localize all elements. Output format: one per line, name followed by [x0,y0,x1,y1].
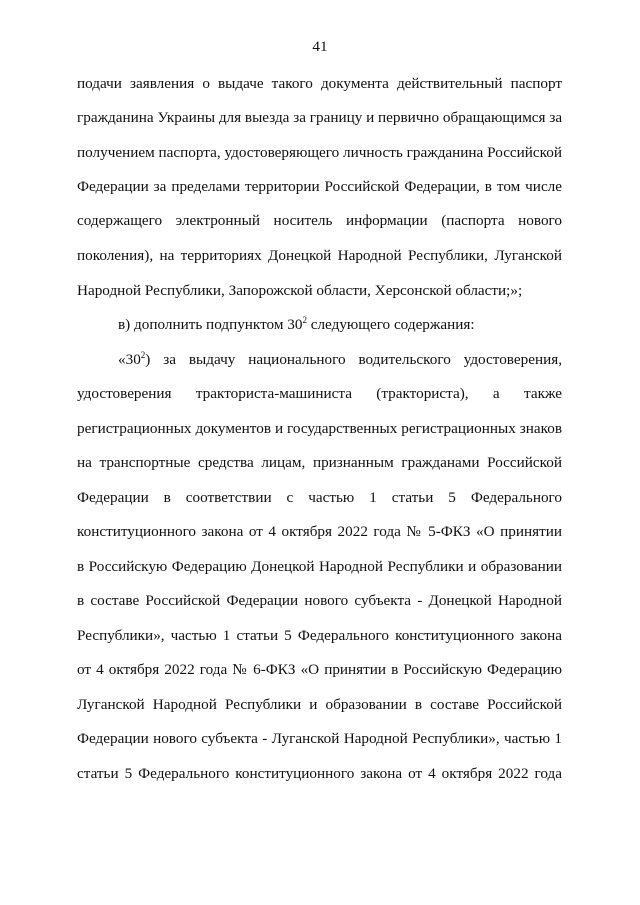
text-line: в Российскую Федерацию Донецкой Народной Республики и образовании [77,558,562,575]
text-fragment: «30 [118,351,141,368]
text-line: на транспортные средства лицам, признанным гражданами Российской [77,454,562,471]
text-line [118,350,562,370]
text-line: Федерации в соответствии с частью 1 статьи 5 Федерального [77,489,562,506]
text-fragment: в) дополнить подпунктом 30 [118,316,303,333]
text-line: подачи заявления о выдаче такого документа действительный паспорт [77,75,562,92]
text-line: удостоверения тракториста-машиниста (тракториста), а также [77,385,562,402]
text-line: регистрационных документов и государственных регистрационных знаков [77,420,562,437]
text-line: конституционного закона от 4 октября 2022 года № 5-ФКЗ «О принятии [77,523,562,540]
text-line: от 4 октября 2022 года № 6-ФКЗ «О принятии в Российскую Федерацию [77,661,562,678]
text-line: гражданина Украины для выезда за границу и первично обращающимся за [77,109,563,126]
text-line: поколения), на территориях Донецкой Народной Республики, Луганской [77,247,562,264]
text-line [118,315,562,335]
text-line: Республики», частью 1 статьи 5 Федерального конституционного закона [77,627,562,644]
superscript: 2 [302,314,307,325]
text-fragment: ) за выдачу национального водительского удостоверения, [145,351,562,368]
page-number: 41 [312,38,328,55]
text-fragment: следующего содержания: [306,316,475,333]
text-line: Федерации за пределами территории Российской Федерации, в том числе [77,178,562,195]
text-line: содержащего электронный носитель информации (паспорта нового [77,212,562,229]
text-line: Федерации нового субъекта - Луганской Народной Республики», частью 1 [77,730,562,747]
text-line: в составе Российской Федерации нового субъекта - Донецкой Народной [77,592,562,609]
text-line: Народной Республики, Запорожской области, Херсонской области;»; [77,282,523,299]
superscript: 2 [140,349,146,360]
text-line: Луганской Народной Республики и образовании в составе Российской [77,696,562,713]
text-line: получением паспорта, удостоверяющего личность гражданина Российской [77,144,562,161]
text-line: статьи 5 Федерального конституционного закона от 4 октября 2022 года [77,765,562,782]
